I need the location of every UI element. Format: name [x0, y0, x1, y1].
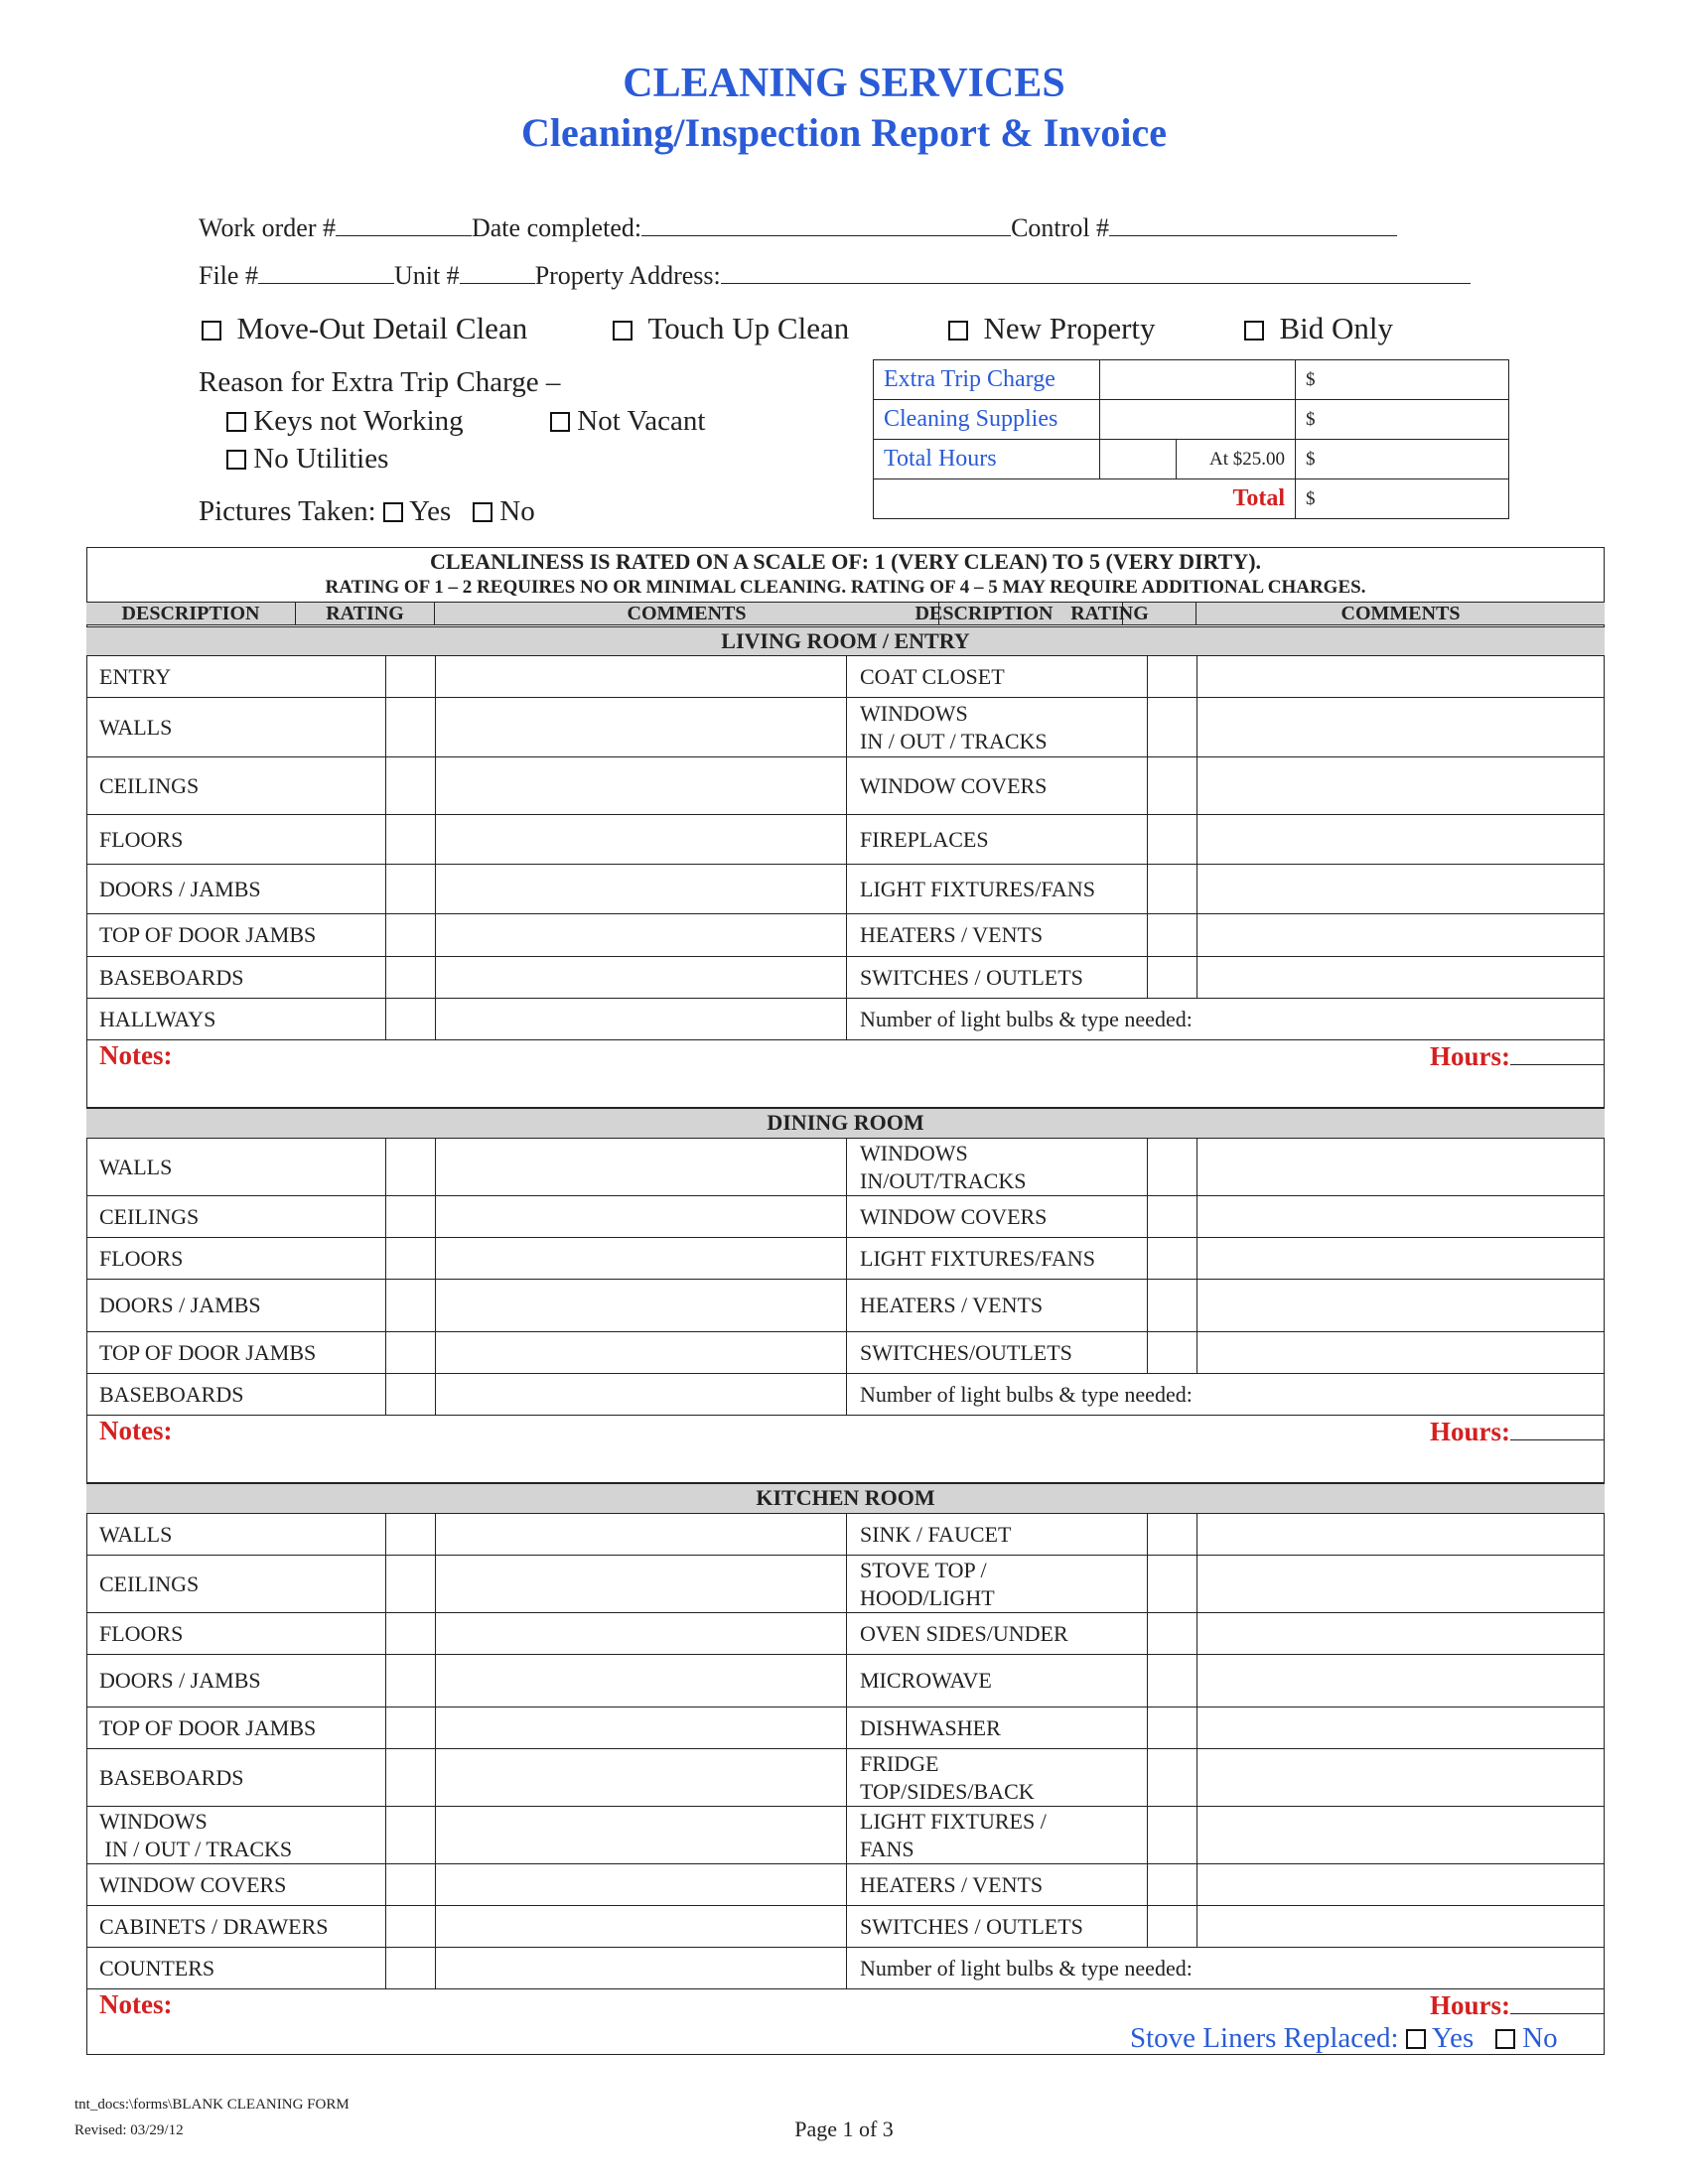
rating-cell[interactable] [385, 656, 435, 697]
comments-cell[interactable] [435, 999, 846, 1039]
table-row [86, 1238, 1605, 1280]
comments-cell[interactable] [435, 1196, 846, 1237]
comments-cell[interactable] [435, 1906, 846, 1947]
table-row [86, 1139, 1605, 1196]
comments-cell[interactable] [1196, 1655, 1605, 1706]
rating-cell[interactable] [385, 1374, 435, 1415]
rating-cell[interactable] [1147, 1238, 1196, 1279]
item-description: SWITCHES / OUTLETS [846, 1906, 1147, 1947]
option-bid-only[interactable]: Bid Only [1244, 311, 1393, 346]
checkbox[interactable] [202, 321, 221, 341]
item-description: TOP OF DOOR JAMBS [99, 1339, 317, 1365]
item-description: FRIDGE TOP/SIDES/BACK [846, 1749, 1147, 1806]
column-headers [86, 602, 1605, 625]
extra-trip-field[interactable] [1100, 360, 1296, 400]
item-description: HEATERS / VENTS [846, 1864, 1147, 1905]
hours-blank[interactable] [1510, 1040, 1605, 1065]
item-description: HALLWAYS [99, 1006, 216, 1031]
supplies-field[interactable] [1100, 400, 1296, 440]
pictures-no-checkbox[interactable] [473, 502, 492, 522]
rating-cell[interactable] [1147, 957, 1196, 998]
rating-cell[interactable] [1147, 757, 1196, 814]
comments-cell[interactable] [1196, 1749, 1605, 1806]
notes-label: Notes: [99, 1416, 173, 1445]
table-row [86, 1749, 1605, 1807]
item-description: OVEN SIDES/UNDER [846, 1613, 1147, 1654]
table-row [86, 1332, 1605, 1374]
checkbox[interactable] [550, 412, 570, 432]
comments-cell[interactable] [435, 815, 846, 864]
rating-cell[interactable] [385, 1707, 435, 1748]
item-description: STOVE TOP / HOOD/LIGHT [846, 1556, 1147, 1612]
rating-cell[interactable] [1147, 1749, 1196, 1806]
table-row [86, 914, 1605, 957]
extra-trip-amount[interactable]: $ [1296, 360, 1509, 400]
rating-scale-line1: CLEANLINESS IS RATED ON A SCALE OF: 1 (VERY CLEAN) TO 5 (VERY DIRTY). [429, 549, 1262, 574]
hourly-rate: At $25.00 [1177, 440, 1296, 479]
comments-cell[interactable] [435, 1556, 846, 1612]
item-description: SWITCHES/OUTLETS [846, 1332, 1147, 1373]
table-row [86, 656, 1605, 698]
comments-cell[interactable] [1196, 1906, 1605, 1947]
rating-cell[interactable] [385, 1655, 435, 1706]
reason-not-vacant[interactable]: Not Vacant [550, 405, 705, 438]
hours-blank[interactable] [1510, 1989, 1605, 2014]
table-row [86, 1807, 1605, 1864]
unit-label: Unit # [393, 261, 460, 290]
stove-liners-yes-checkbox[interactable] [1406, 2029, 1426, 2049]
table-row [86, 1948, 1605, 1989]
comments-cell[interactable] [435, 1707, 846, 1748]
item-description: HEATERS / VENTS [846, 914, 1147, 956]
comments-cell[interactable] [435, 1332, 846, 1373]
total-label: Total [874, 479, 1296, 519]
comments-cell[interactable] [435, 656, 846, 697]
item-description: MICROWAVE [846, 1655, 1147, 1706]
table-row [86, 1906, 1605, 1948]
notes-label: Notes: [99, 1040, 173, 1070]
header-line-2 [199, 261, 1471, 291]
item-description: LIGHT FIXTURES / FANS [846, 1807, 1147, 1863]
table-row [86, 1707, 1605, 1749]
table-row [86, 865, 1605, 914]
pictures-taken: Pictures Taken: Yes No [199, 495, 535, 527]
item-description: WALLS [99, 714, 173, 740]
hours-amount[interactable]: $ [1296, 440, 1509, 479]
comments-cell[interactable] [435, 1514, 846, 1555]
comments-cell[interactable] [1196, 1280, 1605, 1331]
comments-cell[interactable] [1196, 1238, 1605, 1279]
hours-field[interactable]: Hours: [1430, 1416, 1605, 1447]
table-row [86, 1556, 1605, 1613]
property-address-label: Property Address: [534, 261, 721, 290]
comments-cell[interactable] [435, 1238, 846, 1279]
reason-label: Reason for Extra Trip Charge – [199, 366, 561, 398]
supplies-label: Cleaning Supplies [874, 400, 1100, 440]
item-description: TOP OF DOOR JAMBS [99, 1714, 317, 1740]
work-order-label: Work order # [199, 213, 336, 242]
rating-cell[interactable] [1147, 1906, 1196, 1947]
comments-cell[interactable] [1196, 957, 1605, 998]
item-description: WINDOW COVERS [846, 757, 1147, 814]
checkbox[interactable] [226, 450, 246, 470]
col-rating-left: RATING [296, 603, 435, 624]
comments-cell[interactable] [1196, 656, 1605, 697]
item-description: DOORS / JAMBS [99, 1668, 261, 1693]
rating-cell[interactable] [385, 1613, 435, 1654]
total-hours-label: Total Hours [874, 440, 1100, 479]
rating-cell[interactable] [385, 815, 435, 864]
item-description: CEILINGS [99, 1570, 200, 1596]
table-row [86, 1864, 1605, 1906]
rating-cell[interactable] [1147, 1613, 1196, 1654]
comments-cell[interactable] [1196, 865, 1605, 913]
checkbox[interactable] [613, 321, 633, 341]
item-description: FLOORS [99, 1245, 184, 1271]
rating-cell[interactable] [1147, 1514, 1196, 1555]
notes-area-living[interactable] [86, 1040, 1605, 1108]
comments-cell[interactable] [435, 1749, 846, 1806]
reason-keys[interactable]: Keys not Working [226, 405, 464, 438]
comments-cell[interactable] [1196, 1864, 1605, 1905]
rating-cell[interactable] [385, 698, 435, 756]
item-description: DOORS / JAMBS [99, 876, 261, 901]
col-comments-right: COMMENTS [1340, 603, 1461, 624]
rating-cell[interactable] [1147, 1807, 1196, 1863]
rating-cell[interactable] [385, 1238, 435, 1279]
comments-cell[interactable] [435, 957, 846, 998]
table-row [86, 1196, 1605, 1238]
table-row [86, 1280, 1605, 1332]
checkbox[interactable] [948, 321, 968, 341]
col-rating-right: RATING [1024, 603, 1196, 624]
control-label: Control # [1011, 213, 1110, 242]
table-row [86, 957, 1605, 999]
section-header-living: LIVING ROOM / ENTRY [86, 626, 1605, 656]
reason-no-utilities[interactable]: No Utilities [226, 443, 388, 476]
rating-cell[interactable] [1147, 698, 1196, 756]
comments-cell[interactable] [435, 757, 846, 814]
col-description-right: DESCRIPTION [846, 603, 1123, 624]
comments-cell[interactable] [1196, 1613, 1605, 1654]
option-touch-up[interactable]: Touch Up Clean [613, 311, 849, 346]
comments-cell[interactable] [1196, 698, 1605, 756]
item-description: HEATERS / VENTS [846, 1280, 1147, 1331]
item-description: CEILINGS [99, 1203, 200, 1229]
option-new-property[interactable]: New Property [948, 311, 1156, 346]
item-description: COUNTERS [99, 1955, 215, 1980]
table-row [86, 1514, 1605, 1556]
light-bulbs-field[interactable]: Number of light bulbs & type needed: [846, 999, 1605, 1039]
table-row [86, 1613, 1605, 1655]
unit-field[interactable] [460, 261, 535, 284]
total-hours-field[interactable] [1100, 440, 1177, 479]
comments-cell[interactable] [435, 865, 846, 913]
extra-trip-label: Extra Trip Charge [874, 360, 1100, 400]
rating-cell[interactable] [385, 1948, 435, 1988]
item-description: WINDOW COVERS [846, 1196, 1147, 1237]
section-header-dining: DINING ROOM [86, 1108, 1605, 1139]
item-description: LIGHT FIXTURES/FANS [846, 865, 1147, 913]
rating-cell[interactable] [385, 999, 435, 1039]
item-description: WALLS [99, 1154, 173, 1179]
rating-cell[interactable] [1147, 1280, 1196, 1331]
comments-cell[interactable] [435, 914, 846, 956]
page-number: Page 1 of 3 [794, 2116, 894, 2141]
hours-field[interactable]: Hours: [1430, 1989, 1605, 2021]
table-row [86, 698, 1605, 757]
item-description: ENTRY [99, 663, 172, 689]
rating-cell[interactable] [1147, 1864, 1196, 1905]
rating-cell[interactable] [385, 865, 435, 913]
light-bulbs-field[interactable]: Number of light bulbs & type needed: [846, 1374, 1605, 1415]
rating-cell[interactable] [385, 1864, 435, 1905]
rating-cell[interactable] [385, 1514, 435, 1555]
file-field[interactable] [258, 261, 394, 284]
item-description: WINDOWS IN / OUT / TRACKS [846, 698, 1147, 756]
pictures-yes-checkbox[interactable] [383, 502, 403, 522]
col-description-left: DESCRIPTION [86, 603, 296, 624]
rating-cell[interactable] [1147, 815, 1196, 864]
stove-liners: Stove Liners Replaced: Yes No [1130, 2022, 1558, 2054]
comments-cell[interactable] [435, 1807, 846, 1863]
item-description: CEILINGS [99, 772, 200, 798]
comments-cell[interactable] [1196, 1807, 1605, 1863]
comments-cell[interactable] [1196, 815, 1605, 864]
hours-blank[interactable] [1510, 1416, 1605, 1440]
item-description: WINDOW COVERS [99, 1871, 287, 1897]
supplies-amount[interactable]: $ [1296, 400, 1509, 440]
rating-scale-line2: RATING OF 1 – 2 REQUIRES NO OR MINIMAL CLEANING. RATING OF 4 – 5 MAY REQUIRE ADDITIONAL CHARGES. [325, 577, 1366, 598]
item-description: DISHWASHER [846, 1707, 1147, 1748]
rating-cell[interactable] [385, 1196, 435, 1237]
rating-cell[interactable] [1147, 865, 1196, 913]
hours-field[interactable]: Hours: [1430, 1040, 1605, 1072]
rating-cell[interactable] [1147, 1196, 1196, 1237]
property-address-field[interactable] [721, 261, 1471, 284]
work-order-field[interactable] [336, 213, 472, 236]
rating-cell[interactable] [385, 914, 435, 956]
page-subtitle: Cleaning/Inspection Report & Invoice [521, 110, 1167, 155]
date-completed-label: Date completed: [471, 213, 642, 242]
comments-cell[interactable] [1196, 1556, 1605, 1612]
comments-cell[interactable] [435, 1655, 846, 1706]
item-description: COAT CLOSET [846, 656, 1147, 697]
item-description: DOORS / JAMBS [99, 1293, 261, 1317]
table-row [86, 1655, 1605, 1707]
charges-table [873, 359, 1509, 519]
comments-cell[interactable] [435, 1280, 846, 1331]
rating-cell[interactable] [1147, 1332, 1196, 1373]
table-row [86, 815, 1605, 865]
item-description: WINDOWS IN / OUT / TRACKS [99, 1808, 293, 1861]
comments-cell[interactable] [1196, 757, 1605, 814]
item-description: WALLS [99, 1521, 173, 1547]
item-description: BASEBOARDS [99, 1764, 244, 1790]
item-description: WINDOWS IN/OUT/TRACKS [846, 1139, 1147, 1195]
rating-cell[interactable] [385, 1749, 435, 1806]
rating-cell[interactable] [1147, 914, 1196, 956]
comments-cell[interactable] [1196, 1139, 1605, 1195]
checkbox[interactable] [226, 412, 246, 432]
comments-cell[interactable] [1196, 1707, 1605, 1748]
control-field[interactable] [1109, 213, 1397, 236]
comments-cell[interactable] [435, 1864, 846, 1905]
table-row [86, 757, 1605, 815]
section-header-kitchen: KITCHEN ROOM [86, 1483, 1605, 1514]
table-row [86, 1374, 1605, 1416]
rating-cell[interactable] [1147, 1707, 1196, 1748]
col-comments-left: COMMENTS [435, 603, 939, 624]
comments-cell[interactable] [1196, 914, 1605, 956]
rating-cell[interactable] [1147, 1139, 1196, 1195]
footer-path: tnt_docs:\forms\BLANK CLEANING FORM [74, 2097, 350, 2113]
notes-area-dining[interactable] [86, 1416, 1605, 1483]
item-description: FLOORS [99, 1620, 184, 1646]
rating-cell[interactable] [385, 1332, 435, 1373]
date-completed-field[interactable] [641, 213, 1011, 236]
item-description: LIGHT FIXTURES/FANS [846, 1238, 1147, 1279]
file-label: File # [199, 261, 258, 290]
comments-cell[interactable] [435, 1139, 846, 1195]
option-move-out[interactable]: Move-Out Detail Clean [202, 311, 527, 346]
item-description: FLOORS [99, 826, 184, 852]
comments-cell[interactable] [1196, 1514, 1605, 1555]
item-description: CABINETS / DRAWERS [99, 1913, 329, 1939]
rating-cell[interactable] [1147, 1556, 1196, 1612]
rating-cell[interactable] [1147, 656, 1196, 697]
comments-cell[interactable] [1196, 1332, 1605, 1373]
item-description: SWITCHES / OUTLETS [846, 957, 1147, 998]
item-description: FIREPLACES [846, 815, 1147, 864]
comments-cell[interactable] [435, 1374, 846, 1415]
item-description: BASEBOARDS [99, 964, 244, 990]
rating-cell[interactable] [385, 1139, 435, 1195]
item-description: TOP OF DOOR JAMBS [99, 922, 317, 947]
rating-cell[interactable] [385, 1906, 435, 1947]
checkbox[interactable] [1244, 321, 1264, 341]
rating-cell[interactable] [385, 1280, 435, 1331]
page-title: CLEANING SERVICES [623, 61, 1065, 106]
light-bulbs-field[interactable]: Number of light bulbs & type needed: [846, 1948, 1605, 1988]
item-description: SINK / FAUCET [846, 1514, 1147, 1555]
notes-label: Notes: [99, 1989, 173, 2019]
comments-cell[interactable] [1196, 1196, 1605, 1237]
footer-revised: Revised: 03/29/12 [74, 2122, 184, 2138]
stove-liners-no-checkbox[interactable] [1495, 2029, 1515, 2049]
comments-cell[interactable] [435, 1948, 846, 1988]
header-line-1 [199, 213, 1397, 243]
rating-cell[interactable] [385, 1807, 435, 1863]
table-row [86, 999, 1605, 1040]
total-amount[interactable]: $ [1296, 479, 1509, 519]
rating-cell[interactable] [385, 957, 435, 998]
rating-cell[interactable] [385, 1556, 435, 1612]
comments-cell[interactable] [435, 698, 846, 756]
rating-cell[interactable] [1147, 1655, 1196, 1706]
rating-cell[interactable] [385, 757, 435, 814]
comments-cell[interactable] [435, 1613, 846, 1654]
item-description: BASEBOARDS [99, 1381, 244, 1407]
